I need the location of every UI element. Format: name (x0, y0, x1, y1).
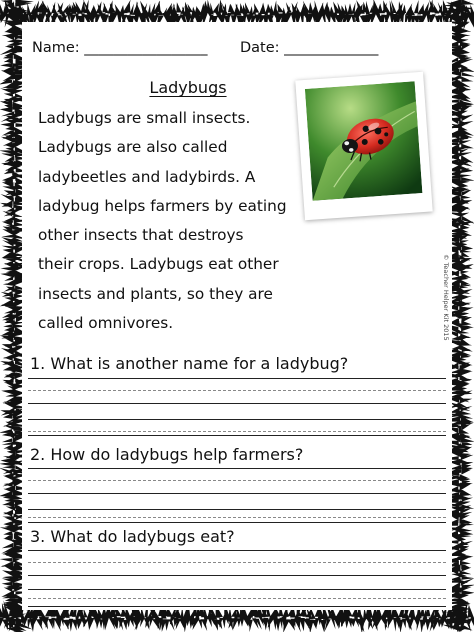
question-2: 2. How do ladybugs help farmers? (30, 445, 304, 464)
answer-line-base[interactable] (28, 493, 446, 494)
ladybug-on-leaf-image (305, 81, 423, 200)
passage-line: other insects that destroys (38, 226, 244, 245)
answer-line-base[interactable] (28, 435, 446, 436)
passage-line: Ladybugs are also called (38, 138, 228, 157)
answer-line-base[interactable] (28, 606, 446, 607)
answer-line-mid (28, 390, 446, 391)
page-title: Ladybugs (149, 78, 227, 97)
answer-line-base[interactable] (28, 522, 446, 523)
answer-line-top (28, 468, 446, 469)
passage-line: Ladybugs are small insects. (38, 109, 251, 127)
ladybug-photo (295, 72, 432, 221)
answer-line-top (28, 550, 446, 551)
reading-passage (38, 104, 308, 338)
passage-line: ladybug helps farmers by eating (38, 196, 287, 215)
passage-line: ladybeetles and ladybirds. A (38, 167, 256, 186)
question-3: 3. What do ladybugs eat? (30, 527, 235, 546)
passage-line: their crops. Ladybugs eat other (38, 255, 279, 274)
answer-line-mid (28, 480, 446, 481)
answer-line-top (28, 509, 446, 510)
passage-line: called omnivores. (38, 314, 174, 333)
question-1: 1. What is another name for a ladybug? (30, 354, 349, 373)
passage-line: insects and plants, so they are (38, 284, 273, 303)
answer-line-base[interactable] (28, 575, 446, 576)
answer-line-top (28, 378, 446, 379)
copyright-text: © Teacher Helper Kit 2015 (442, 254, 450, 341)
worksheet (22, 22, 452, 610)
answer-line-mid (28, 562, 446, 563)
answer-line-mid (28, 517, 446, 518)
answer-line-top (28, 589, 446, 590)
name-field[interactable]: Name: _________________ (32, 40, 208, 56)
answer-line-top (28, 419, 446, 420)
answer-line-base[interactable] (28, 403, 446, 404)
date-field[interactable]: Date: _____________ (240, 40, 379, 56)
answer-line-mid (28, 598, 446, 599)
answer-line-mid (28, 431, 446, 432)
